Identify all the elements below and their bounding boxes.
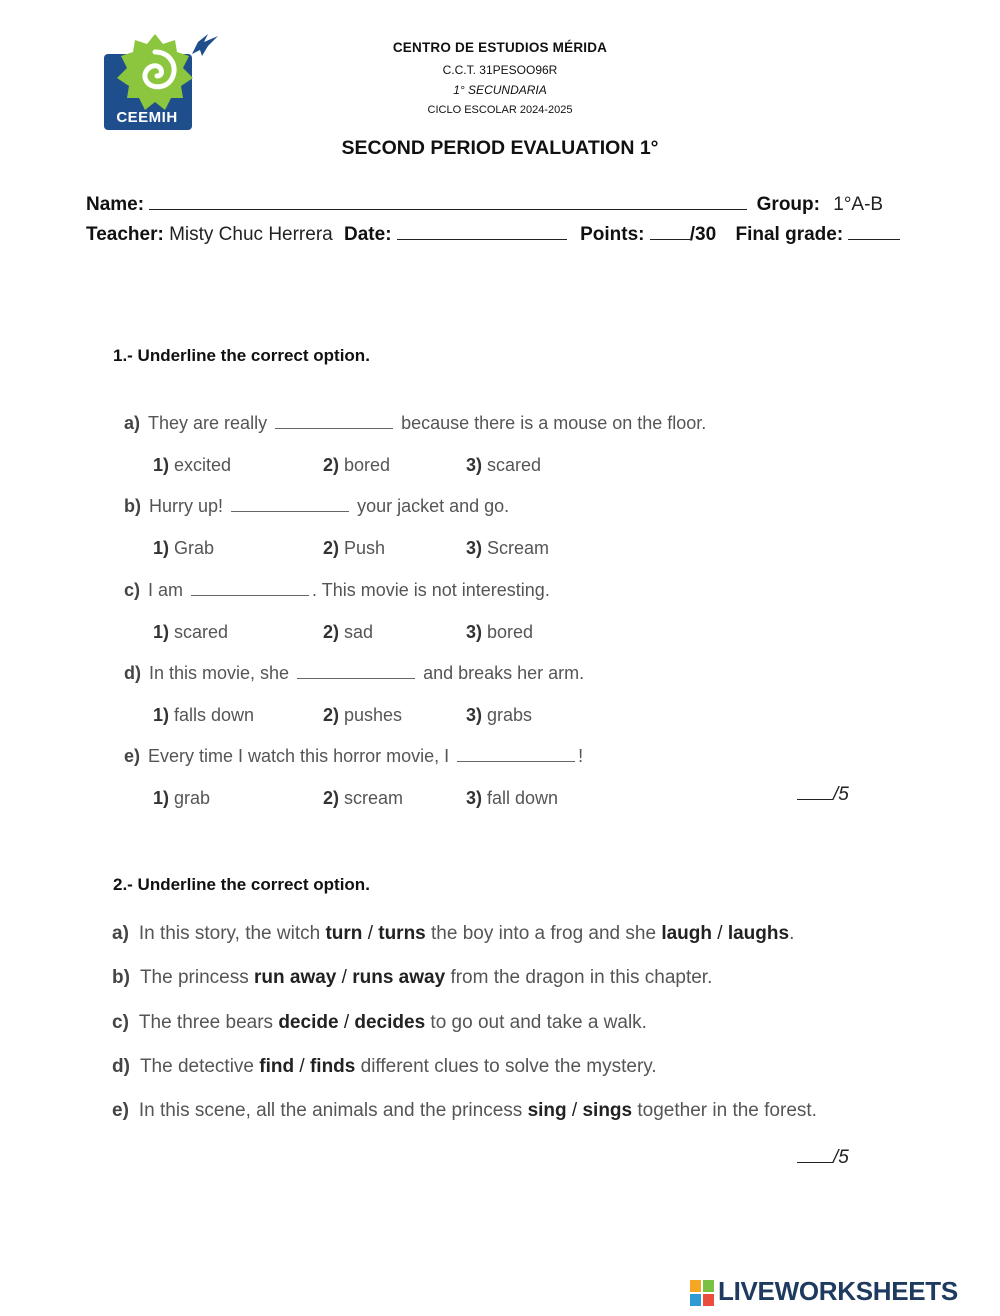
- option-item[interactable]: [153, 788, 210, 809]
- answer-blank[interactable]: [191, 580, 309, 596]
- choice-word[interactable]: turns: [378, 923, 426, 944]
- option-number: 3): [466, 455, 483, 475]
- option-text: bored: [487, 622, 534, 642]
- option-item[interactable]: [323, 705, 402, 726]
- question-text: .: [789, 923, 795, 944]
- question-text-after: your jacket and go.: [357, 496, 510, 516]
- final-grade-field[interactable]: [848, 223, 900, 240]
- score-total: /5: [833, 784, 849, 805]
- question-text-before: In this movie, she: [149, 663, 290, 683]
- question-letter: e): [112, 1100, 129, 1121]
- logo-text: CEEMIH: [116, 109, 178, 126]
- option-number: 3): [466, 705, 483, 725]
- option-item[interactable]: [466, 705, 532, 726]
- option-number: 1): [153, 455, 170, 475]
- teacher-row: [86, 223, 900, 246]
- choice-word[interactable]: run away: [254, 967, 337, 988]
- choice-word[interactable]: laughs: [727, 923, 790, 944]
- answer-blank[interactable]: [275, 413, 393, 429]
- question-text: together in the forest.: [637, 1100, 817, 1121]
- question-letter: d): [124, 663, 141, 683]
- option-number: 1): [153, 788, 170, 808]
- section2-score: [797, 1147, 849, 1169]
- choice-separator: /: [571, 1100, 578, 1121]
- choice-word[interactable]: turn: [325, 923, 363, 944]
- liveworksheets-logo-icon: [690, 1278, 716, 1308]
- option-item[interactable]: [323, 538, 385, 559]
- choice-word[interactable]: finds: [309, 1056, 356, 1077]
- question-text: The three bears: [138, 1012, 274, 1033]
- teacher-label: Teacher:: [86, 224, 164, 245]
- option-text: sad: [344, 622, 374, 642]
- question-text: In this scene, all the animals and the princess: [138, 1100, 523, 1121]
- choice-separator: /: [717, 923, 723, 944]
- option-item[interactable]: [153, 538, 214, 559]
- choice-separator: /: [367, 923, 373, 944]
- question-row: [124, 663, 584, 684]
- option-text: fall down: [487, 788, 559, 808]
- score-blank[interactable]: [797, 1148, 833, 1163]
- points-total: /30: [689, 224, 717, 245]
- choice-word[interactable]: sing: [527, 1100, 567, 1121]
- score-blank[interactable]: [797, 785, 833, 800]
- choice-word[interactable]: runs away: [352, 967, 446, 988]
- question-row: [124, 496, 509, 517]
- page-title: SECOND PERIOD EVALUATION 1°: [341, 137, 659, 159]
- question-text-before: I am: [148, 580, 184, 600]
- choice-separator: /: [343, 1012, 350, 1033]
- final-grade-label: Final grade:: [735, 224, 844, 245]
- question-row: [124, 413, 706, 434]
- grammar-question-row: [112, 1056, 657, 1078]
- question-text: different clues to solve the mystery.: [360, 1056, 657, 1077]
- option-text: scream: [344, 788, 404, 808]
- option-item[interactable]: [466, 455, 541, 476]
- section2-title: 2.- Underline the correct option.: [113, 875, 370, 894]
- option-number: 1): [153, 538, 170, 558]
- choice-word[interactable]: decide: [278, 1012, 339, 1033]
- option-number: 3): [466, 788, 483, 808]
- option-text: Grab: [174, 538, 215, 558]
- question-text-before: They are really: [148, 413, 268, 433]
- grammar-question-row: [112, 1012, 647, 1034]
- school-grade: 1° SECUNDARIA: [453, 83, 547, 97]
- option-text: grabs: [487, 705, 533, 725]
- option-text: Scream: [487, 538, 550, 558]
- option-number: 2): [323, 788, 340, 808]
- choice-separator: /: [299, 1056, 305, 1077]
- question-letter: c): [124, 580, 141, 600]
- option-number: 1): [153, 622, 170, 642]
- school-cycle: CICLO ESCOLAR 2024-2025: [427, 104, 573, 116]
- group-value: 1°A-B: [833, 194, 884, 215]
- option-text: scared: [487, 455, 542, 475]
- points-field[interactable]: [650, 223, 690, 240]
- question-letter: d): [112, 1056, 130, 1077]
- option-item[interactable]: [323, 788, 403, 809]
- question-letter: c): [112, 1012, 129, 1033]
- points-label: Points:: [580, 224, 645, 245]
- choice-word[interactable]: sings: [582, 1100, 633, 1121]
- option-number: 2): [323, 538, 340, 558]
- question-row: [124, 746, 583, 767]
- option-number: 2): [323, 705, 340, 725]
- option-item[interactable]: [153, 455, 231, 476]
- option-number: 1): [153, 705, 170, 725]
- option-item[interactable]: [323, 455, 390, 476]
- group-label: Group:: [756, 194, 820, 215]
- question-text: to go out and take a walk.: [430, 1012, 647, 1033]
- option-text: Push: [344, 538, 386, 558]
- teacher-value: Misty Chuc Herrera: [169, 224, 333, 245]
- choice-word[interactable]: laugh: [661, 923, 712, 944]
- option-item[interactable]: [466, 788, 558, 809]
- question-text-before: Hurry up!: [149, 496, 224, 516]
- grammar-question-row: [112, 923, 794, 945]
- option-number: 2): [323, 622, 340, 642]
- grammar-question-row: [112, 967, 712, 989]
- date-label: Date:: [344, 224, 392, 245]
- question-text-after: because there is a mouse on the floor.: [401, 413, 707, 433]
- answer-blank[interactable]: [457, 746, 575, 762]
- option-text: grab: [174, 788, 211, 808]
- question-text-after: and breaks her arm.: [423, 663, 585, 683]
- question-text: The princess: [139, 967, 249, 988]
- option-number: 3): [466, 538, 483, 558]
- liveworksheets-brand: LIVEWORKSHEETS: [718, 1276, 958, 1306]
- question-text: from the dragon in this chapter.: [450, 967, 713, 988]
- choice-word[interactable]: decides: [354, 1012, 426, 1033]
- option-number: 2): [323, 455, 340, 475]
- option-item[interactable]: [466, 538, 549, 559]
- option-item[interactable]: [323, 622, 373, 643]
- grammar-question-row: [112, 1100, 817, 1122]
- question-row: [124, 580, 550, 601]
- question-text: the boy into a frog and she: [431, 923, 657, 944]
- section1-score: [797, 784, 849, 806]
- question-text-before: Every time I watch this horror movie, I: [148, 746, 450, 766]
- score-total: /5: [833, 1147, 849, 1168]
- question-letter: a): [124, 413, 141, 433]
- choice-separator: /: [341, 967, 347, 988]
- question-letter: e): [124, 746, 141, 766]
- option-item[interactable]: [153, 622, 228, 643]
- name-label: Name:: [86, 194, 145, 215]
- question-text: In this story, the witch: [138, 923, 321, 944]
- answer-blank[interactable]: [231, 496, 349, 512]
- name-row: [86, 193, 883, 216]
- option-item[interactable]: [466, 622, 533, 643]
- choice-word[interactable]: find: [259, 1056, 295, 1077]
- option-text: falls down: [174, 705, 255, 725]
- date-field[interactable]: [397, 223, 567, 240]
- school-name: CENTRO DE ESTUDIOS MÉRIDA: [392, 40, 608, 55]
- option-text: bored: [344, 455, 391, 475]
- name-field[interactable]: [149, 193, 747, 210]
- option-text: pushes: [344, 705, 403, 725]
- school-cct: C.C.T. 31PESOO96R: [442, 63, 558, 77]
- answer-blank[interactable]: [297, 663, 415, 679]
- question-letter: a): [112, 923, 129, 944]
- option-text: scared: [174, 622, 229, 642]
- question-text-after: !: [578, 746, 584, 766]
- option-text: excited: [174, 455, 232, 475]
- question-text-after: . This movie is not interesting.: [312, 580, 550, 600]
- option-number: 3): [466, 622, 483, 642]
- question-text: The detective: [139, 1056, 255, 1077]
- option-item[interactable]: [153, 705, 254, 726]
- question-letter: b): [112, 967, 130, 988]
- question-letter: b): [124, 496, 141, 516]
- section1-title: 1.- Underline the correct option.: [113, 346, 370, 365]
